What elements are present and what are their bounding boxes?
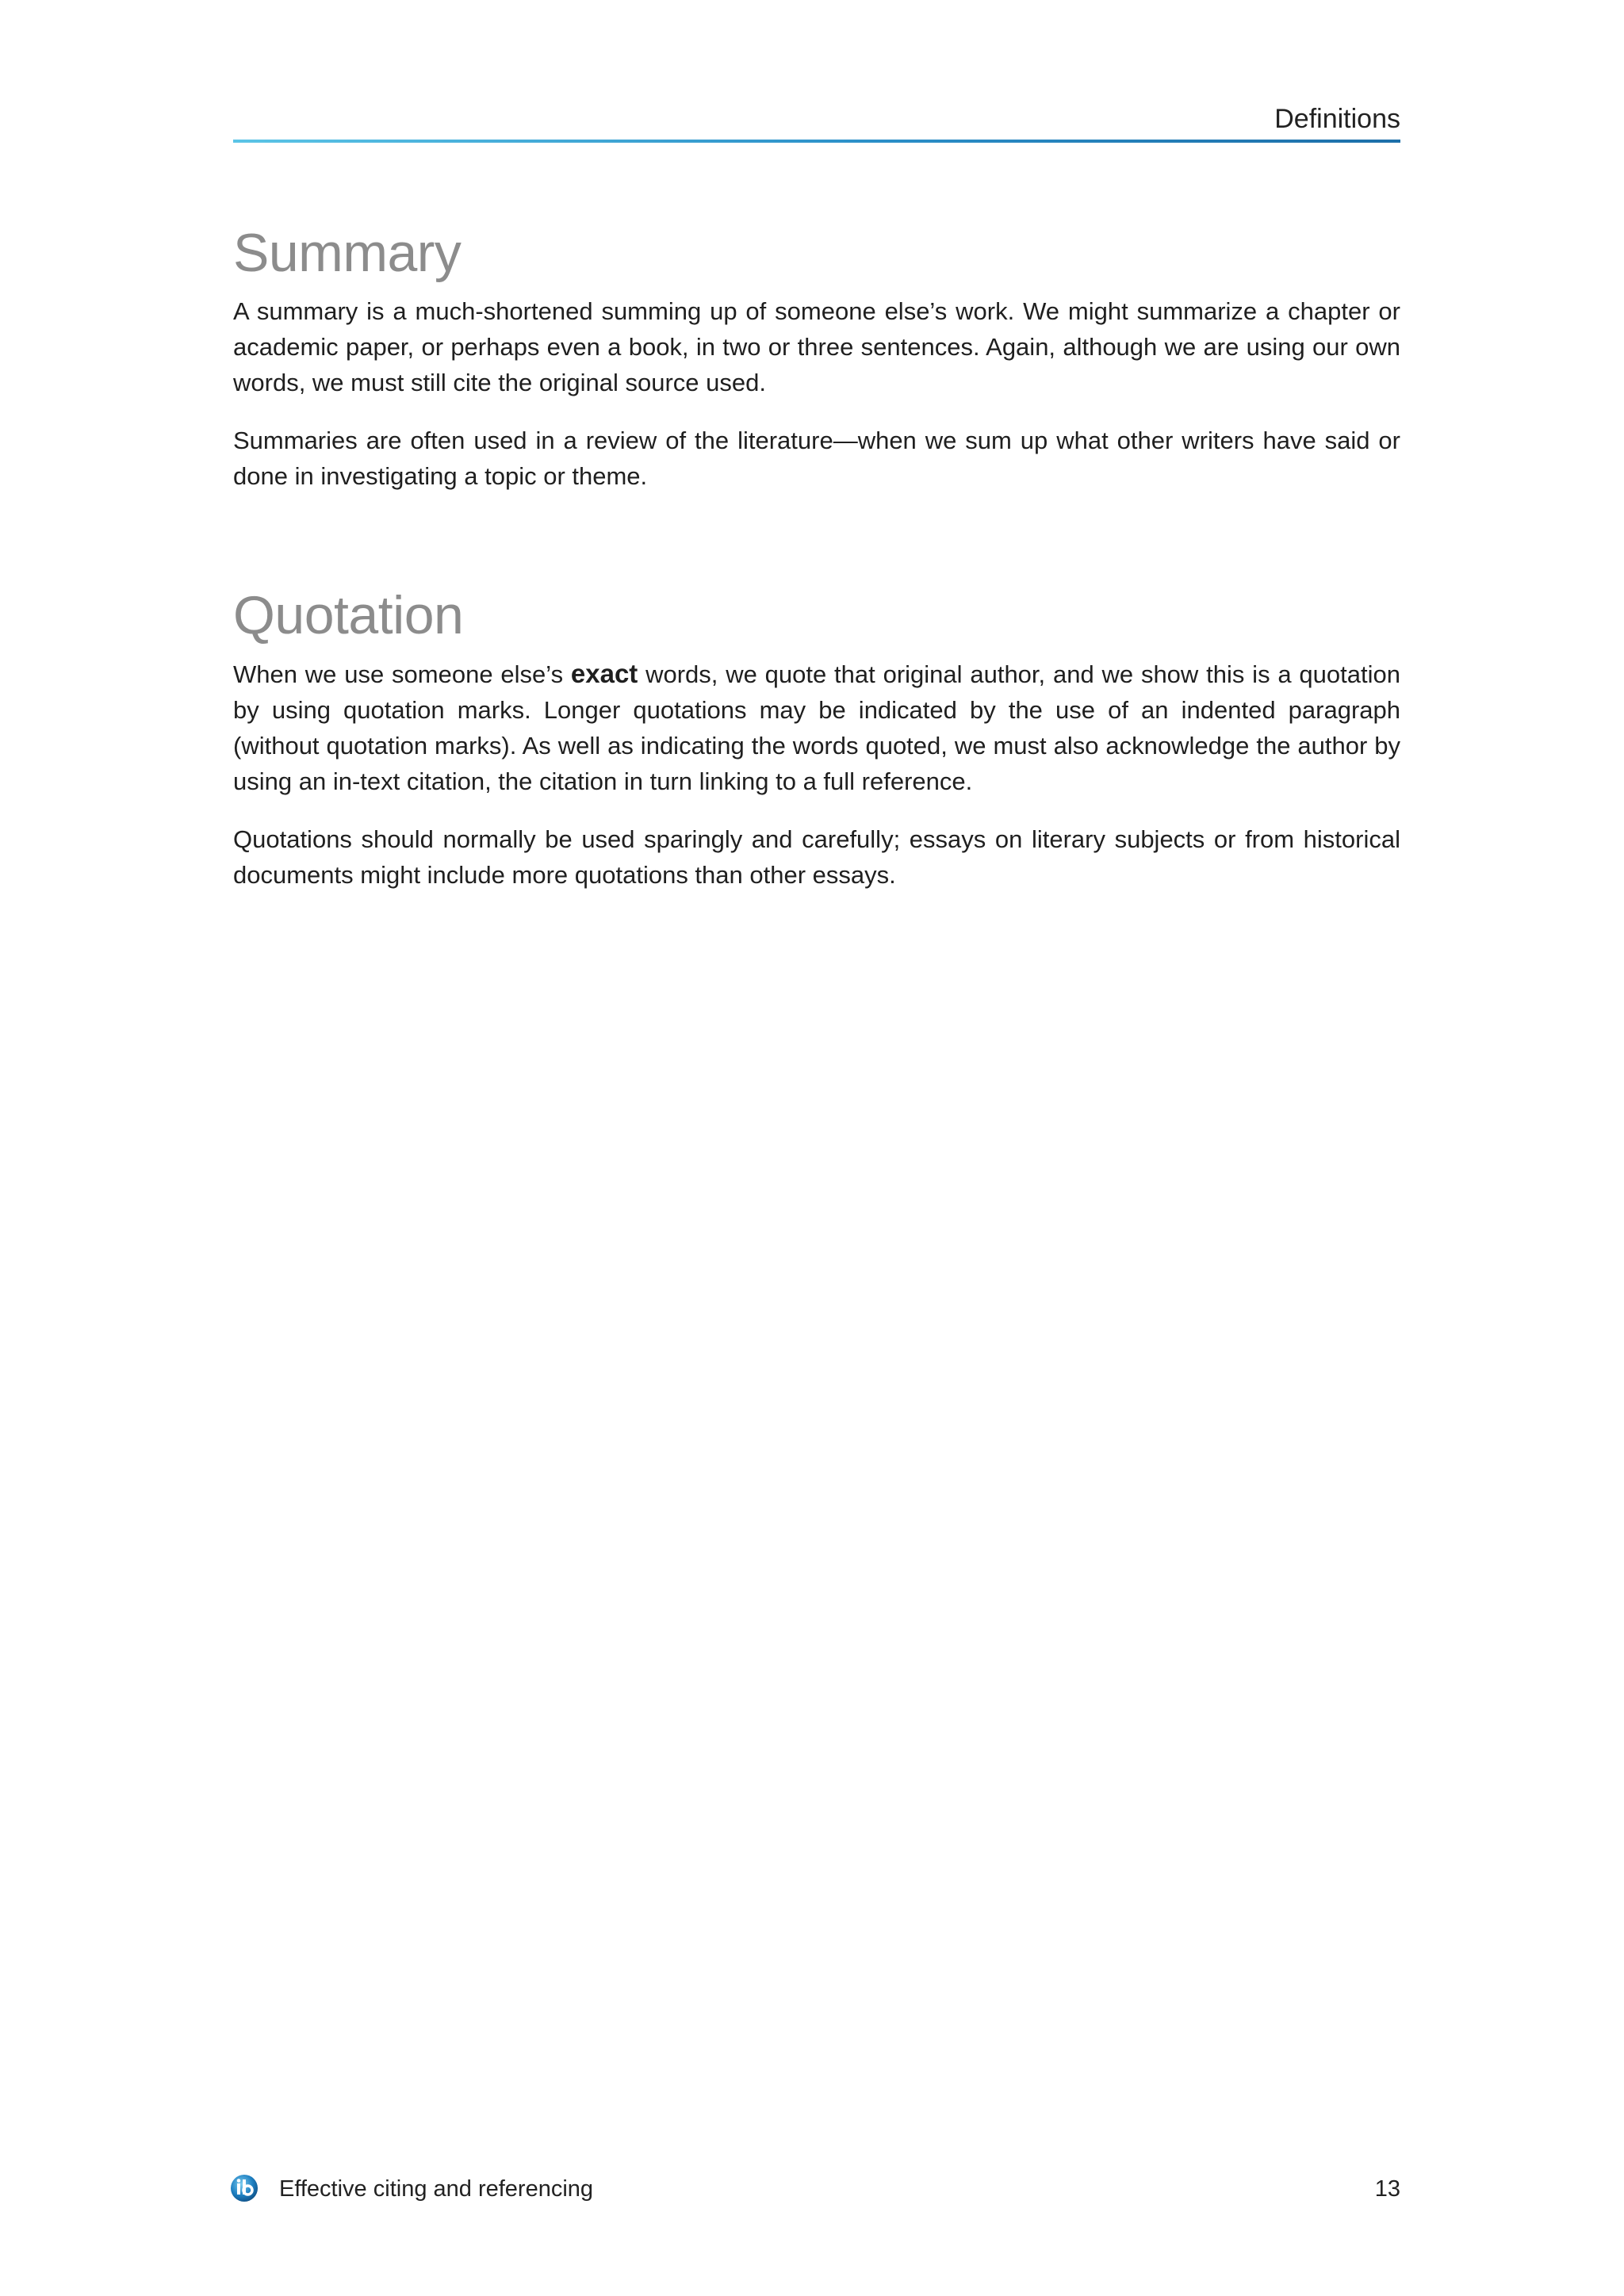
summary-paragraph-1: A summary is a much-shortened summing up of someone else’s work. We might summarize a chapter or academic paper, or perhaps even a book, in two or three sentences. Again, although we are using our own words, we must still cite the original source used. bbox=[233, 297, 1400, 396]
quotation-heading: Quotation bbox=[233, 585, 464, 645]
footer-document-title: Effective citing and referencing bbox=[279, 2176, 594, 2202]
quotation-paragraph-1 bbox=[233, 656, 1400, 799]
ib-logo-icon bbox=[230, 2174, 259, 2202]
header-rule bbox=[233, 140, 1400, 143]
page-header bbox=[233, 98, 1400, 143]
page-footer bbox=[230, 2172, 1400, 2207]
page-content bbox=[233, 220, 1400, 982]
footer-page-number: 13 bbox=[1374, 2176, 1400, 2202]
quotation-section bbox=[233, 583, 1400, 893]
quotation-paragraph-1-end: words, we quote that original author, and we show this is a quotation by using quotation marks. Longer quotations may be indicated by the use of an indented paragraph (without quotation marks). As well as indicating the words quoted, we must also acknowledge the author by using an in-text citation, the citation in turn linking to a full reference. bbox=[233, 660, 1400, 795]
quotation-emphasis-exact: exact bbox=[570, 659, 638, 688]
header-section-title: Definitions bbox=[1274, 104, 1400, 134]
summary-paragraph-2: Summaries are often used in a review of the literature—when we sum up what other writers have said or done in investigating a topic or theme. bbox=[233, 427, 1400, 490]
summary-section bbox=[233, 220, 1400, 494]
summary-heading: Summary bbox=[233, 223, 462, 283]
quotation-paragraph-1-start: When we use someone else’s bbox=[233, 660, 571, 688]
quotation-paragraph-2: Quotations should normally be used sparingly and carefully; essays on literary subjects or from historical documents might include more quotations than other essays. bbox=[233, 825, 1400, 889]
